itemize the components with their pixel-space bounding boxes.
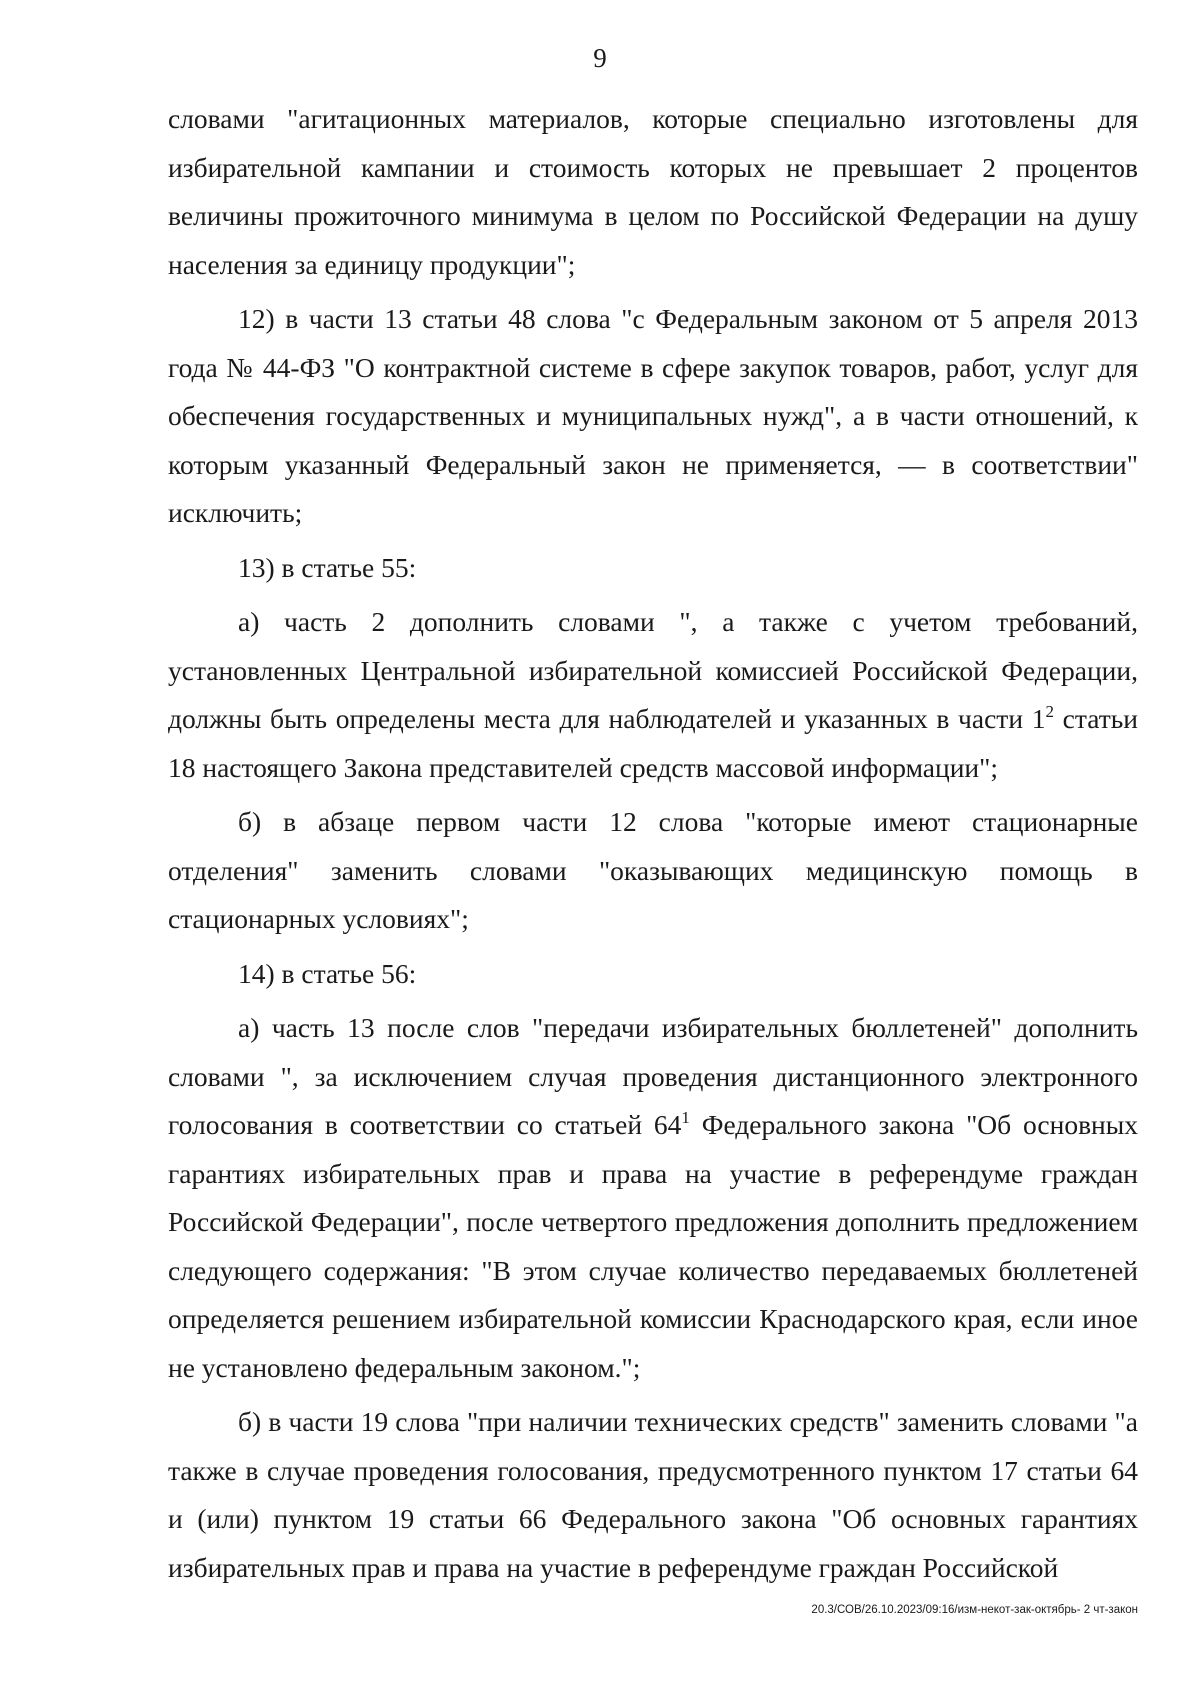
document-body [168, 95, 1138, 1592]
paragraph-text: б) в части 19 слова "при наличии технических средств" заменить словами "а также в случае проведения голосования, предусмотренного пунктом 17 статьи 64 и (или) пунктом 19 статьи 66 Федерального закона "Об основных гарантиях избирательных прав и права на участие в референдуме граждан Российской [168, 1406, 1138, 1583]
paragraph-text: б) в абзаце первом части 12 слова "которые имеют стационарные отделения" заменить словами "оказывающих медицинскую помощь в стационарных условиях"; [168, 806, 1138, 934]
paragraph-text: Федерального закона "Об основных гарантиях избирательных прав и права на участие в референдуме граждан Российской Федерации", после четвертого предложения дополнить предложением следующего содержания: "В этом случае количество передаваемых бюллетеней определяется решением избирательной комиссии Краснодарского края, если иное не установлено федеральным законом."; [168, 1109, 1138, 1383]
paragraph-item-14-b [168, 1398, 1138, 1592]
paragraph-text: словами "агитационных материалов, которые специально изготовлены для избирательной кампании и стоимость которых не превышает 2 процентов величины прожиточного минимума в целом по Российской Федерации на душу населения за единицу продукции"; [168, 103, 1138, 280]
paragraph-text: а) часть 2 дополнить словами ", а также с учетом требований, установленных Центральной избирательной комиссией Российской Федерации, должны быть определены места для наблюдателей и указанных в части 1 [168, 606, 1138, 734]
paragraph-text: 14) в статье 56: [238, 957, 417, 989]
document-footer-code: 20.3/СОВ/26.10.2023/09:16/изм-некот-зак-октябрь- 2 чт-закон [811, 1604, 1138, 1616]
paragraph-text: 12) в части 13 статьи 48 слова "с Федеральным законом от 5 апреля 2013 года № 44-ФЗ "О контрактной системе в сфере закупок товаров, работ, услуг для обеспечения государственных и муниципальных нужд", а в части отношений, к которым указанный Федеральный закон не применяется, — в соответствии" исключить; [168, 303, 1138, 528]
superscript-index: 2 [1045, 702, 1054, 721]
superscript-index: 1 [681, 1108, 690, 1127]
paragraph-text: 13) в статье 55: [238, 551, 417, 583]
paragraph-text: а) часть 13 после слов "передачи избирательных бюллетеней" дополнить словами ", за исключением случая проведения дистанционного электронного голосования в соответствии со статьей 64 [168, 1012, 1138, 1140]
paragraph-item-13 [168, 544, 1138, 593]
paragraph-item-12 [168, 295, 1138, 538]
paragraph-text: статьи 18 настоящего Закона представителей средств массовой информации"; [168, 703, 1138, 783]
paragraph-item-14-a [168, 1004, 1138, 1392]
page-number: 9 [593, 43, 607, 73]
paragraph-item-13-b [168, 798, 1138, 944]
paragraph-item-13-a [168, 598, 1138, 792]
paragraph-continuation [168, 95, 1138, 289]
paragraph-item-14 [168, 950, 1138, 999]
